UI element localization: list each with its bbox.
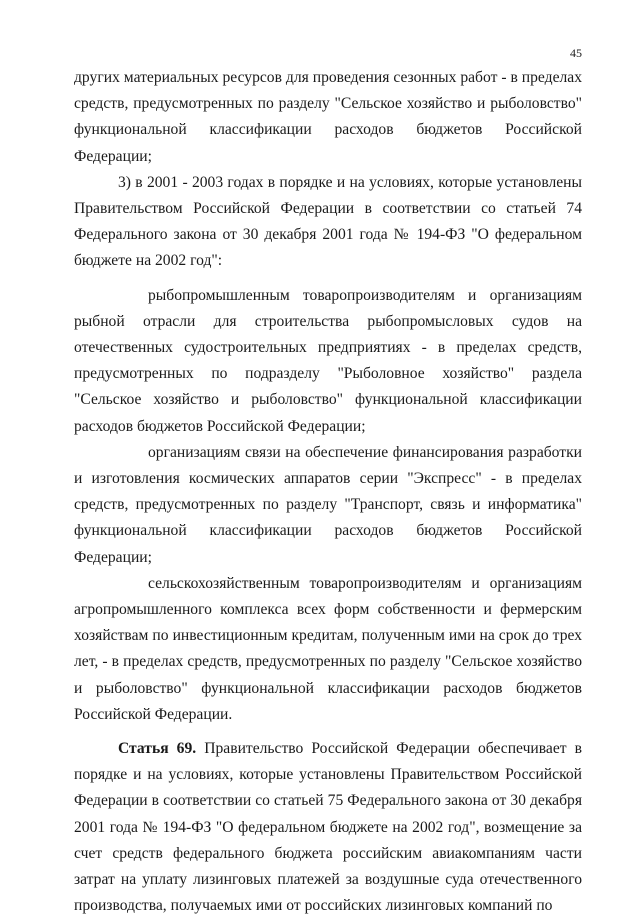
- paragraph-item-3: 3) в 2001 - 2003 годах в порядке и на условиях, которые установлены Правительством Российской Федерации в соответствии со статьей 74 Федерального закона от 30 декабря 2001 года № 194-ФЗ "О федеральном бюджете на 2002 год":: [74, 173, 582, 270]
- document-body: [74, 65, 582, 920]
- page-number: 45: [570, 46, 582, 60]
- article-69-text: Правительство Российской Федерации обеспечивает в порядке и на условиях, которые установлены Правительством Российской Федерации в соответствии со статьей 75 Федерального закона от 30 декабря 2001 года № 194-ФЗ "О федеральном бюджете на 2002 год", возмещение за счет средств федерального бюджета российским авиакомпаниям части затрат на уплату лизинговых платежей за воздушные суда отечественного производства, получаемых ими от российских лизинговых компаний по: [74, 740, 582, 915]
- paragraph-fishing-industry: рыбопромышленным товаропроизводителям и организациям рыбной отрасли для строительства рыбопромысловых судов на отечественных судостроительных предприятиях - в пределах средств, предусмотренных по подразделу "Рыболовное хозяйство" раздела "Сельское хозяйство и рыболовство" функциональной классификации расходов бюджетов Российской Федерации;: [74, 286, 582, 435]
- paragraph-continuation: других материальных ресурсов для проведения сезонных работ - в пределах средств, предусмотренных по разделу "Сельское хозяйство и рыболовство" функциональной классификации расходов бюджетов Российской Федерации;: [74, 69, 582, 165]
- article-69-heading: Статья 69.: [118, 740, 197, 758]
- paragraph-article-69: [74, 736, 582, 919]
- paragraph-communications: организациям связи на обеспечение финансирования разработки и изготовления космических аппаратов серии "Экспресс" - в пределах средств, предусмотренных по разделу "Транспорт, связь и информатика" функциональной классификации расходов бюджетов Российской Федерации;: [74, 443, 582, 566]
- paragraph-agriculture: сельскохозяйственным товаропроизводителям и организациям агропромышленного комплекса всех форм собственности и фермерским хозяйствам по инвестиционным кредитам, полученным ими на срок до трех лет, - в пределах средств, предусмотренных по разделу "Сельское хозяйство и рыболовство" функциональной классификации расходов бюджетов Российской Федерации.: [74, 574, 582, 723]
